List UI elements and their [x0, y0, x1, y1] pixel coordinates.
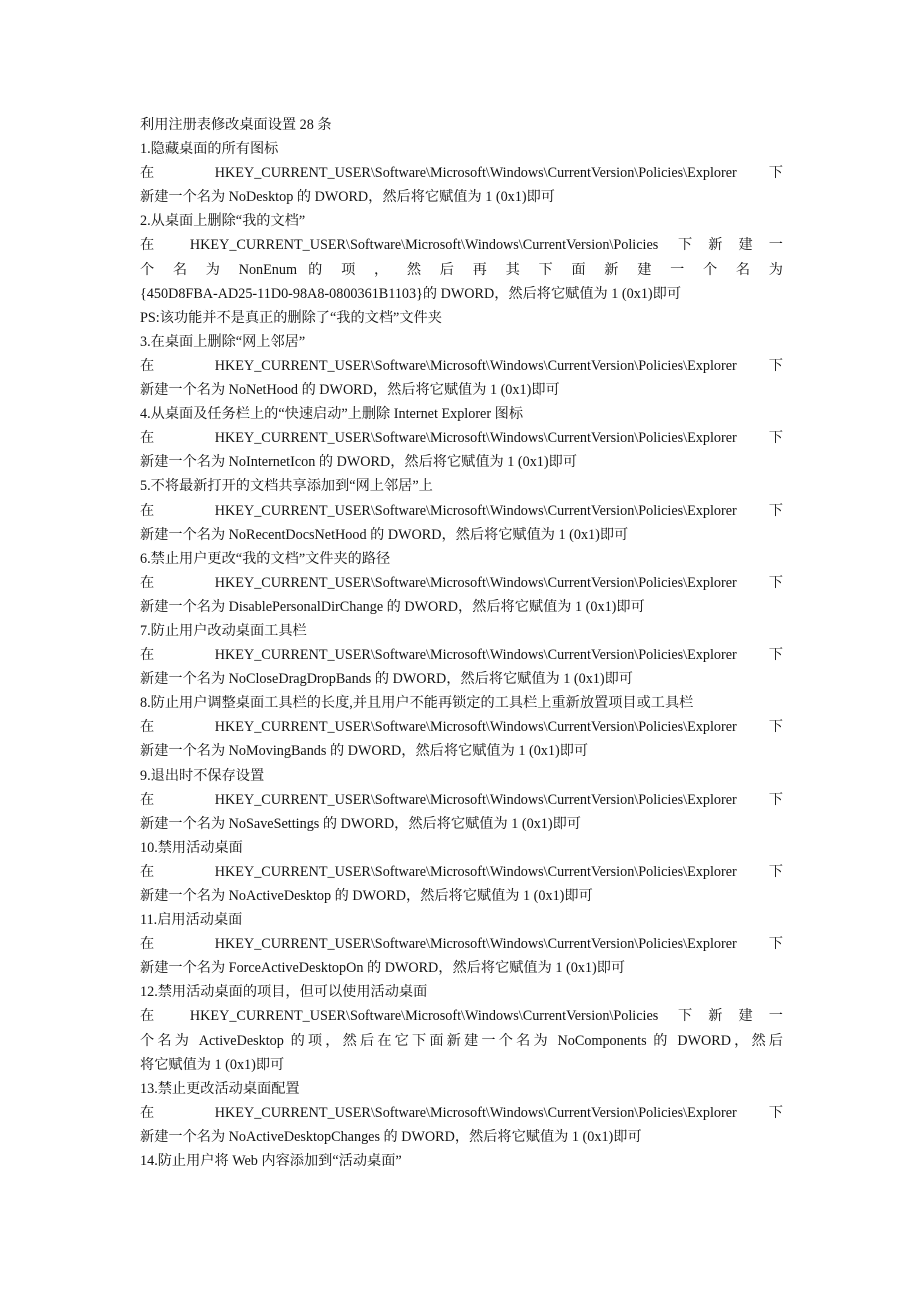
paragraph-line: 新建一个名为 NoDesktop 的 DWORD，然后将它赋值为 1 (0x1)即可	[140, 189, 555, 206]
paragraph-line: 在 HKEY_CURRENT_USER\Software\Microsoft\Windows\CurrentVersion\Policies 下新建一	[140, 237, 783, 254]
paragraph-line: 将它赋值为 1 (0x1)即可	[140, 1056, 285, 1073]
heading-3: 3.在桌面上删除“网上邻居”	[140, 333, 306, 350]
heading-4: 4.从桌面及任务栏上的“快速启动”上删除 Internet Explorer 图标	[140, 406, 524, 423]
paragraph-line: 在 HKEY_CURRENT_USER\Software\Microsoft\Windows\CurrentVersion\Policies\Explorer 下	[140, 791, 783, 808]
heading-8: 8.防止用户调整桌面工具栏的长度,并且用户不能再锁定的工具栏上重新放置项目或工具栏	[140, 695, 694, 712]
paragraph-line: 在 HKEY_CURRENT_USER\Software\Microsoft\Windows\CurrentVersion\Policies 下新建一	[140, 1008, 783, 1025]
paragraph-line: 在 HKEY_CURRENT_USER\Software\Microsoft\Windows\CurrentVersion\Policies\Explorer 下	[140, 719, 783, 736]
heading-10: 10.禁用活动桌面	[140, 839, 243, 856]
paragraph-line: 在 HKEY_CURRENT_USER\Software\Microsoft\Windows\CurrentVersion\Policies\Explorer 下	[140, 430, 783, 447]
paragraph-line: 新建一个名为 NoActiveDesktopChanges 的 DWORD，然后将它赋值为 1 (0x1)即可	[140, 1128, 642, 1145]
paragraph-line: 新建一个名为 NoNetHood 的 DWORD，然后将它赋值为 1 (0x1)即可	[140, 382, 560, 399]
paragraph-line: 在 HKEY_CURRENT_USER\Software\Microsoft\Windows\CurrentVersion\Policies\Explorer 下	[140, 647, 783, 664]
document-title: 利用注册表修改桌面设置 28 条	[140, 117, 332, 133]
note-line: PS:该功能并不是真正的删除了“我的文档”文件夹	[140, 309, 442, 326]
heading-5: 5.不将最新打开的文档共享添加到“网上邻居”上	[140, 478, 433, 495]
heading-2: 2.从桌面上删除“我的文档”	[140, 213, 306, 230]
paragraph-line: 在 HKEY_CURRENT_USER\Software\Microsoft\Windows\CurrentVersion\Policies\Explorer 下	[140, 1104, 783, 1121]
heading-9: 9.退出时不保存设置	[140, 767, 265, 784]
paragraph-line: 新建一个名为 DisablePersonalDirChange 的 DWORD，然后将它赋值为 1 (0x1)即可	[140, 598, 645, 615]
paragraph-line: 在 HKEY_CURRENT_USER\Software\Microsoft\Windows\CurrentVersion\Policies\Explorer 下	[140, 574, 783, 591]
heading-14: 14.防止用户将 Web 内容添加到“活动桌面”	[140, 1153, 402, 1170]
paragraph-line: 在 HKEY_CURRENT_USER\Software\Microsoft\Windows\CurrentVersion\Policies\Explorer 下	[140, 502, 783, 519]
paragraph-line: 在 HKEY_CURRENT_USER\Software\Microsoft\Windows\CurrentVersion\Policies\Explorer 下	[140, 165, 783, 182]
paragraph-line: 个名为 ActiveDesktop 的项，然后在它下面新建一个名为 NoComponents 的 DWORD，然后	[140, 1032, 783, 1049]
heading-12: 12.禁用活动桌面的项目，但可以使用活动桌面	[140, 984, 428, 1001]
heading-7: 7.防止用户改动桌面工具栏	[140, 622, 307, 639]
heading-6: 6.禁止用户更改“我的文档”文件夹的路径	[140, 550, 391, 567]
heading-1: 1.隐藏桌面的所有图标	[140, 141, 279, 158]
paragraph-line: 在 HKEY_CURRENT_USER\Software\Microsoft\Windows\CurrentVersion\Policies\Explorer 下	[140, 936, 783, 953]
document-body	[140, 113, 783, 1173]
paragraph-line: 新建一个名为 ForceActiveDesktopOn 的 DWORD，然后将它赋值为 1 (0x1)即可	[140, 960, 626, 977]
paragraph-line: 在 HKEY_CURRENT_USER\Software\Microsoft\Windows\CurrentVersion\Policies\Explorer 下	[140, 357, 783, 374]
paragraph-line: 个 名 为 NonEnum 的 项 ， 然 后 再 其 下 面 新 建 一 个 名 为	[140, 261, 783, 278]
heading-11: 11.启用活动桌面	[140, 912, 243, 929]
heading-13: 13.禁止更改活动桌面配置	[140, 1080, 300, 1097]
paragraph-line: 新建一个名为 NoSaveSettings 的 DWORD，然后将它赋值为 1 (0x1)即可	[140, 815, 581, 832]
paragraph-line: {450D8FBA-AD25-11D0-98A8-0800361B1103}的 DWORD，然后将它赋值为 1 (0x1)即可	[140, 285, 682, 302]
paragraph-line: 新建一个名为 NoCloseDragDropBands 的 DWORD，然后将它赋值为 1 (0x1)即可	[140, 671, 633, 688]
paragraph-line: 新建一个名为 NoRecentDocsNetHood 的 DWORD，然后将它赋值为 1 (0x1)即可	[140, 526, 629, 543]
paragraph-line: 新建一个名为 NoInternetIcon 的 DWORD，然后将它赋值为 1 (0x1)即可	[140, 454, 578, 471]
paragraph-line: 新建一个名为 NoMovingBands 的 DWORD，然后将它赋值为 1 (0x1)即可	[140, 743, 589, 760]
paragraph-line: 新建一个名为 NoActiveDesktop 的 DWORD，然后将它赋值为 1 (0x1)即可	[140, 888, 593, 904]
paragraph-line: 在 HKEY_CURRENT_USER\Software\Microsoft\Windows\CurrentVersion\Policies\Explorer 下	[140, 863, 783, 880]
